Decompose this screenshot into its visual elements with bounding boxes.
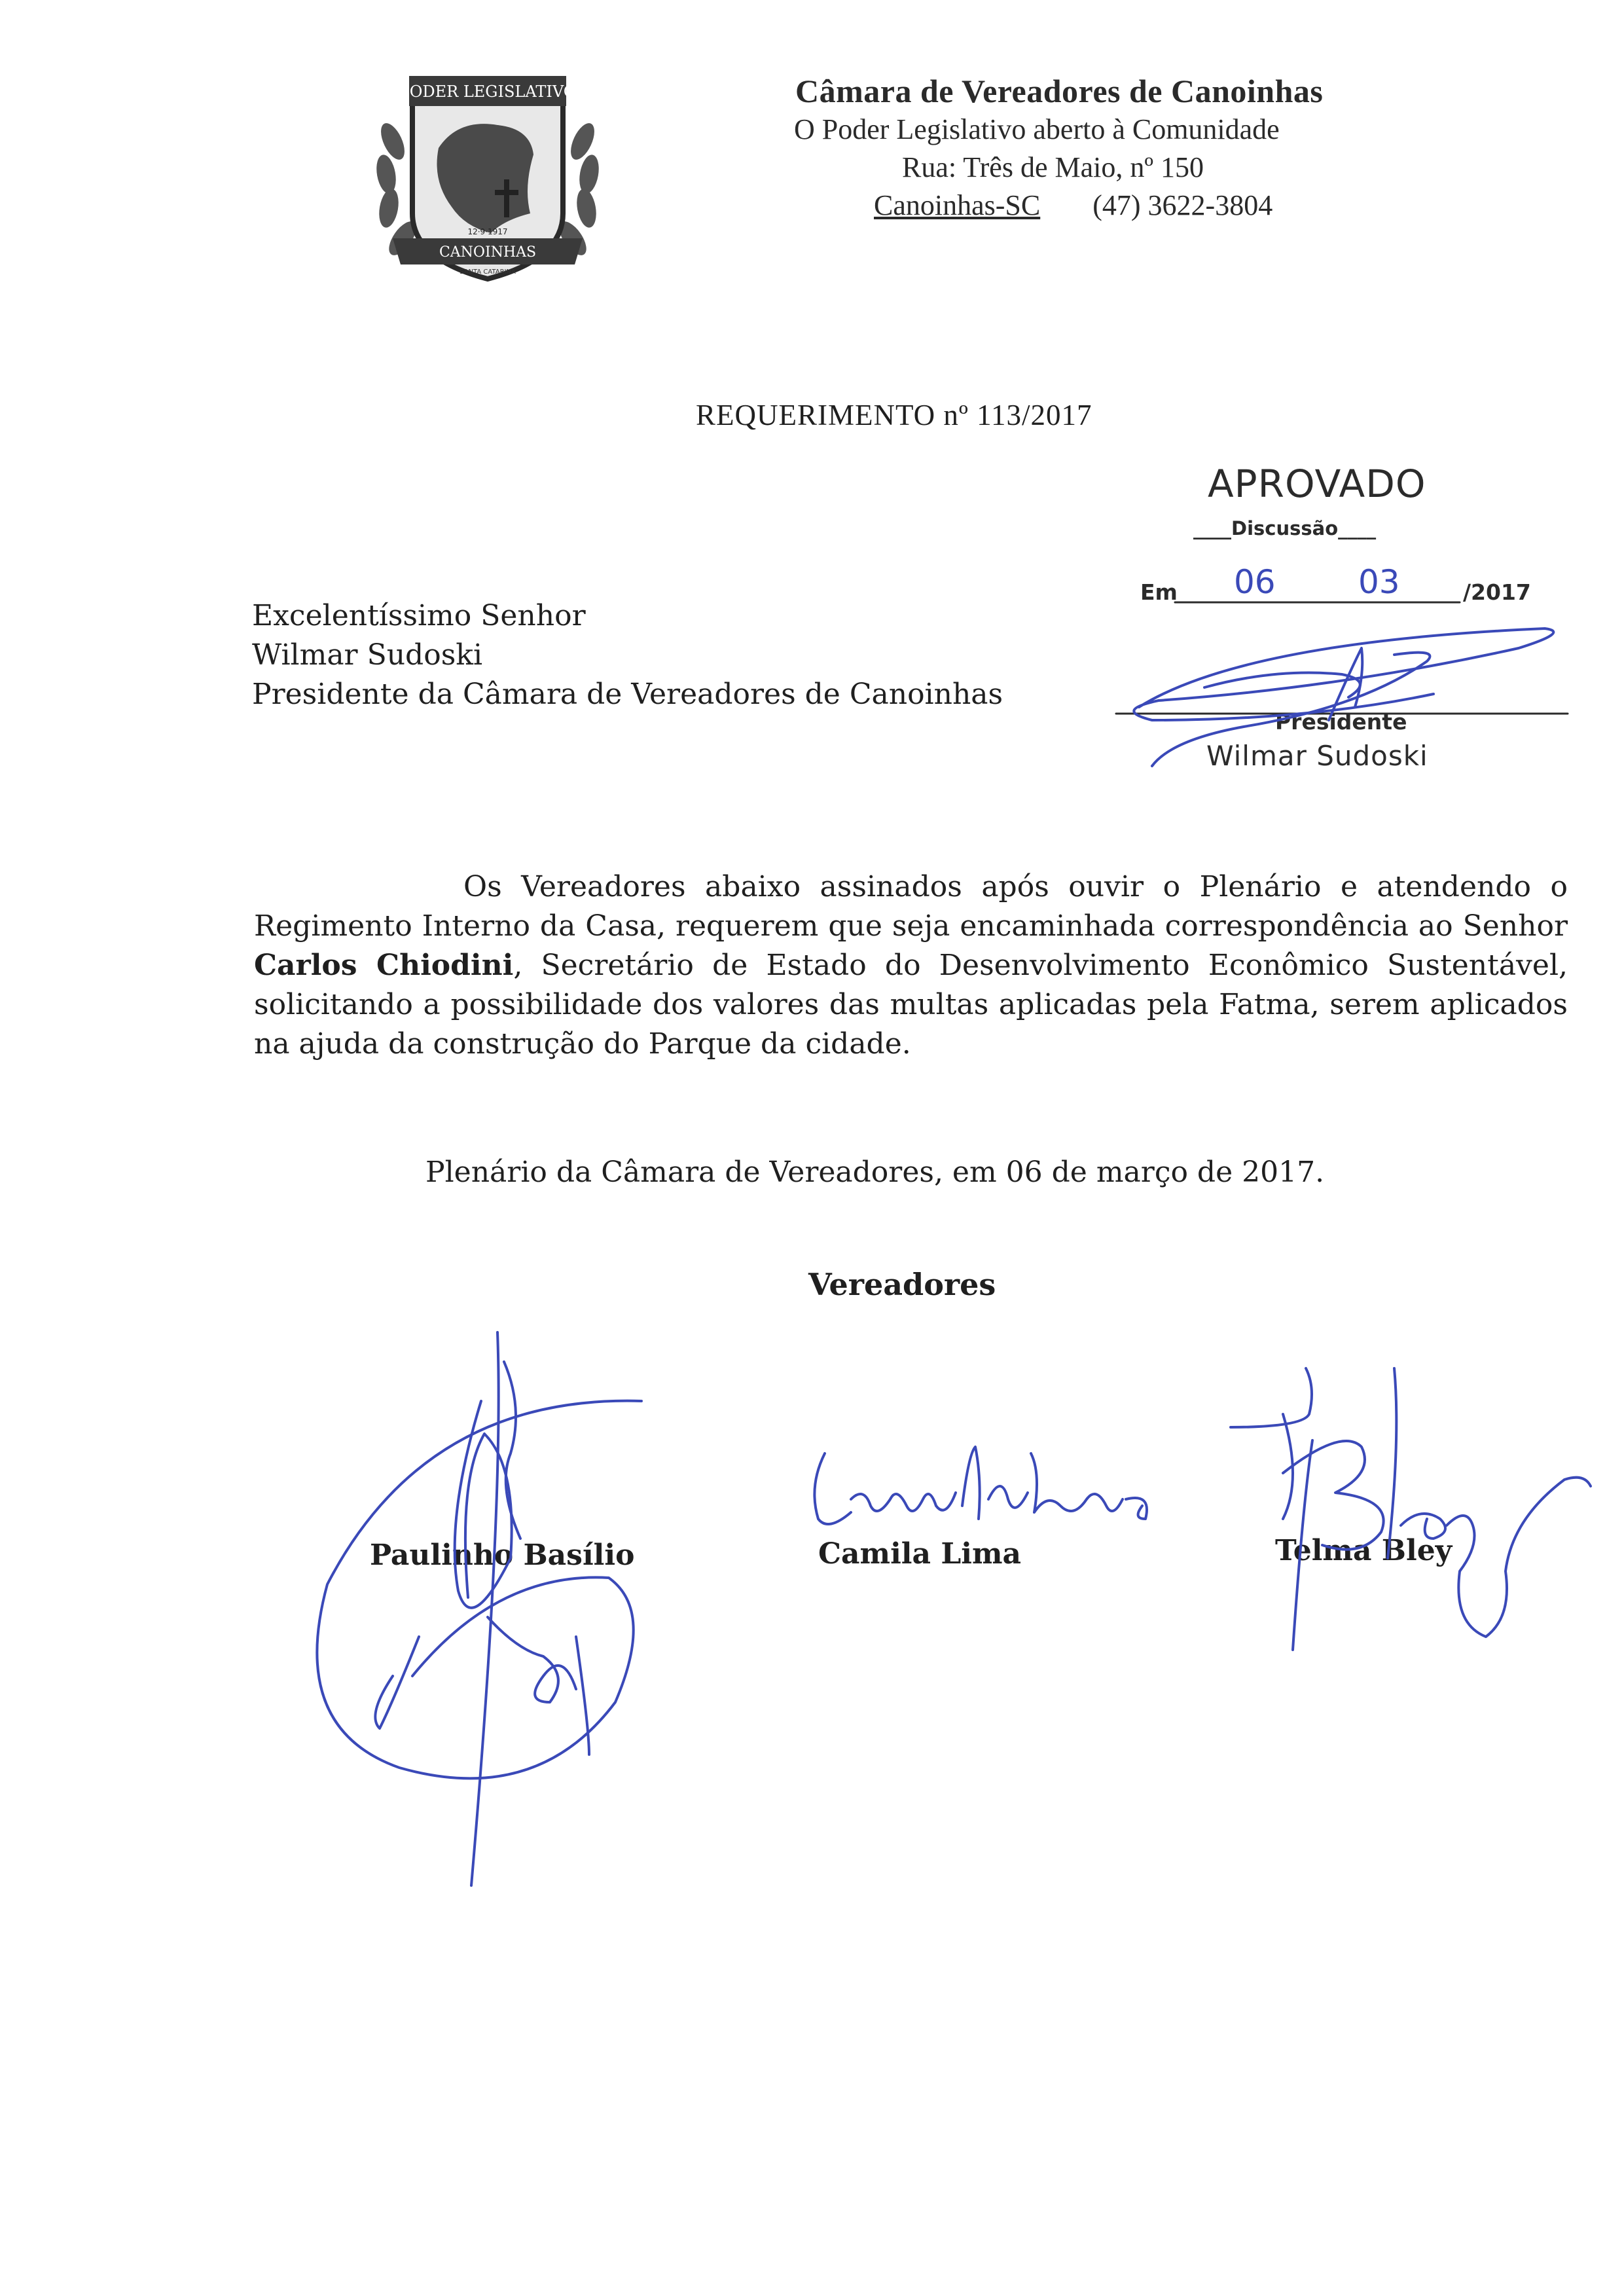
chamber-contact <box>874 189 1272 222</box>
telma-bley-signature <box>1231 1368 1591 1650</box>
stamp-role: Presidente <box>1275 709 1407 735</box>
addressee-salutation: Excelentíssimo Senhor <box>252 599 586 632</box>
request-body <box>254 867 1568 1064</box>
request-body-end: , Secretário de Estado do Desenvolvimento Econômico Sustentável, solicitando a possibilidade dos valores das multas aplicadas pela Fatma, serem aplicados na ajuda da construção do Parque da cidade. <box>254 949 1568 1061</box>
signature-name-2: Camila Lima <box>818 1537 1022 1571</box>
svg-text:PODER LEGISLATIVO: PODER LEGISLATIVO <box>399 82 577 101</box>
paulinho-basilio-signature <box>317 1332 641 1886</box>
signatures-heading: Vereadores <box>808 1267 996 1302</box>
chamber-address: Rua: Três de Maio, nº 150 <box>902 151 1204 183</box>
chamber-title: Câmara de Vereadores de Canoinhas <box>795 73 1324 109</box>
chamber-coat-of-arms-logo <box>367 63 609 299</box>
stamp-date-year: /2017 <box>1463 579 1531 605</box>
signature-name-1: Paulinho Basílio <box>370 1539 635 1572</box>
stamp-date-day: 06 <box>1234 563 1276 601</box>
svg-text:12·9·1917: 12·9·1917 <box>467 227 508 236</box>
camila-lima-signature <box>814 1447 1147 1524</box>
stamp-name: Wilmar Sudoski <box>1206 740 1428 772</box>
stamp-date-prefix: Em <box>1140 579 1178 605</box>
chamber-city: Canoinhas-SC <box>874 189 1041 221</box>
addressee-name: Wilmar Sudoski <box>252 638 483 672</box>
request-body-start: Os Vereadores abaixo assinados após ouvir o Plenário e atendendo o Regimento Interno da Casa, requerem que seja encaminhada correspondência ao Senhor <box>254 870 1568 943</box>
stamp-status: APROVADO <box>1208 462 1426 506</box>
request-body-highlight-name: Carlos Chiodini <box>254 949 514 982</box>
svg-text:SANTA CATARINA: SANTA CATARINA <box>460 268 516 276</box>
document-title: REQUERIMENTO nº 113/2017 <box>696 399 1092 431</box>
svg-text:CANOINHAS: CANOINHAS <box>439 244 537 261</box>
signature-name-3: Telma Bley <box>1275 1534 1453 1567</box>
closing-line: Plenário da Câmara de Vereadores, em 06 de março de 2017. <box>425 1156 1325 1189</box>
chamber-subtitle: O Poder Legislativo aberto à Comunidade <box>794 113 1280 145</box>
chamber-phone: (47) 3622-3804 <box>1092 189 1273 221</box>
stamp-date-month: 03 <box>1358 563 1400 601</box>
addressee-position: Presidente da Câmara de Vereadores de Canoinhas <box>252 678 1003 711</box>
stamp-stage: ____Discussão____ <box>1193 517 1377 539</box>
